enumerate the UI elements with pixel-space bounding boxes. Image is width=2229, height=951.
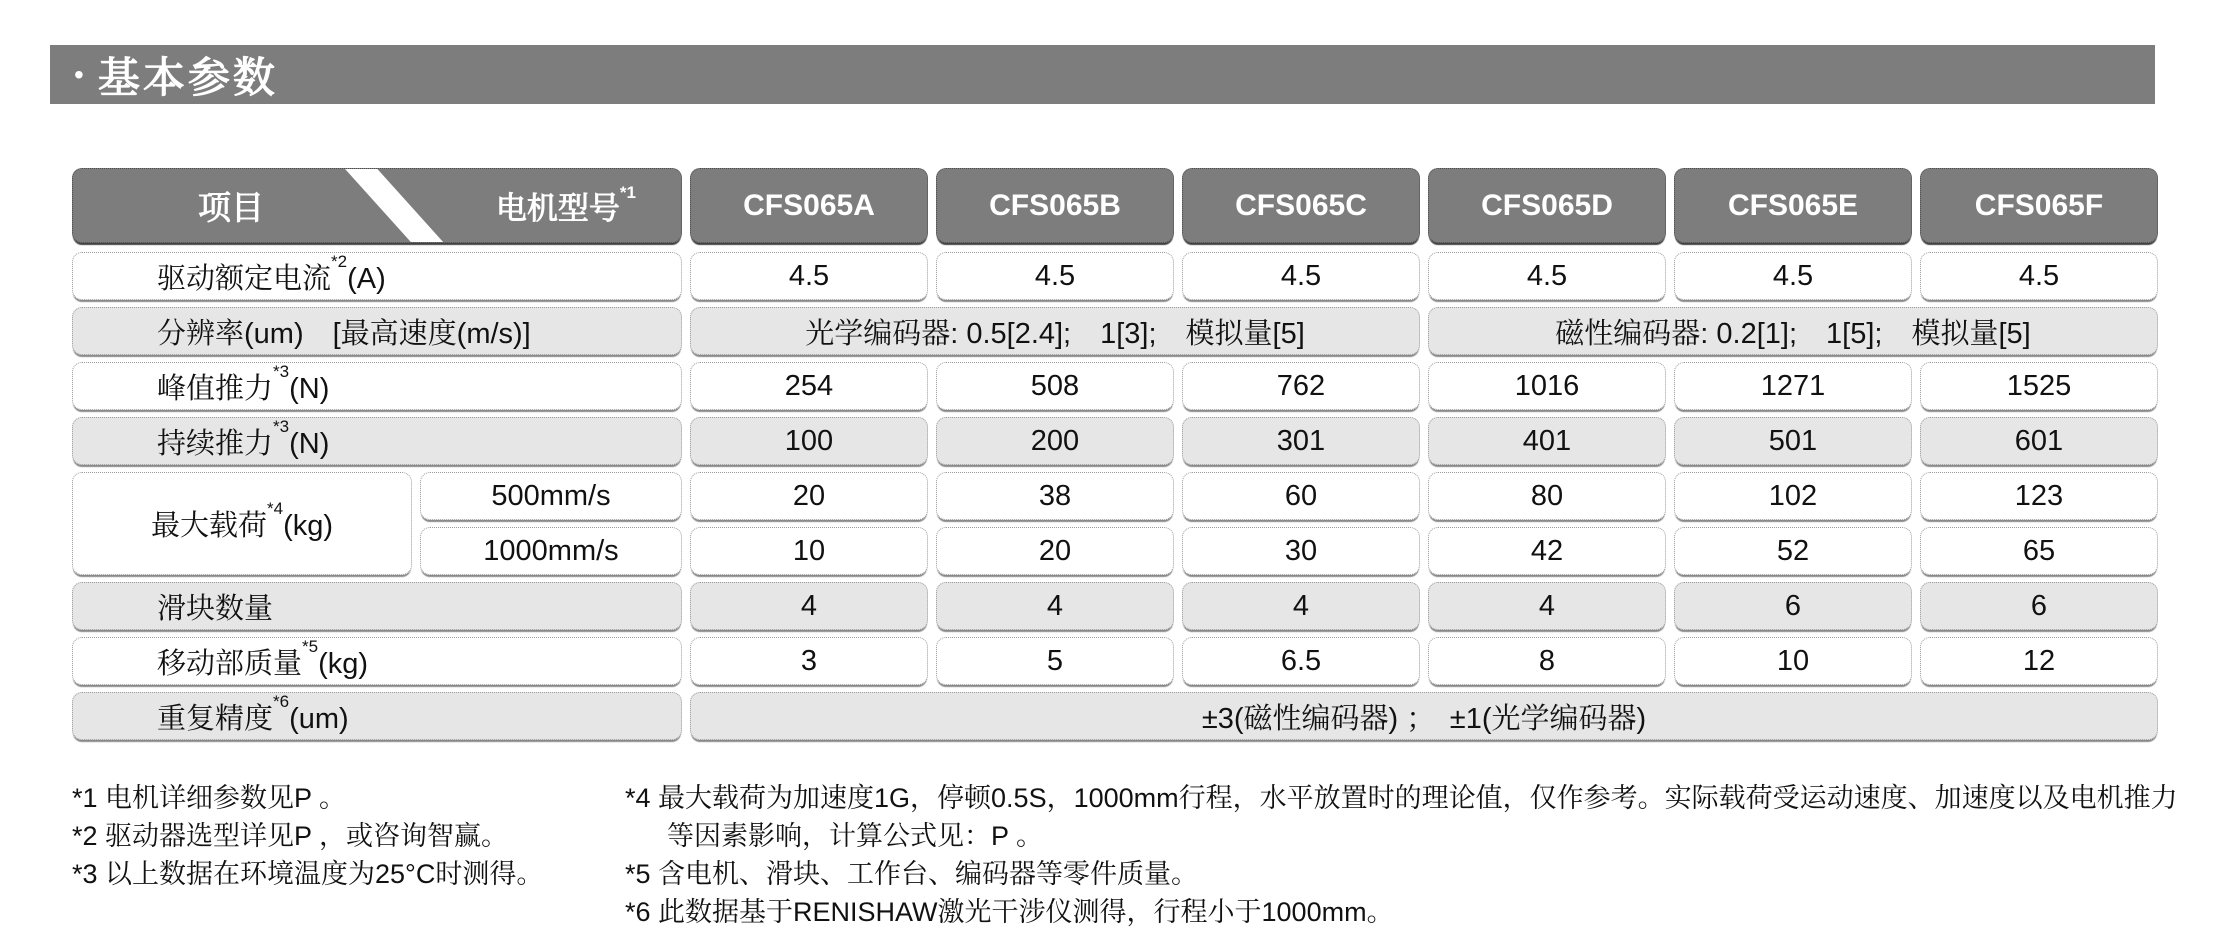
- corner-model-label: 电机型号$^{*1}$: [495, 182, 636, 226]
- footnote-2: *2 驱动器选型详见P ，或咨询智赢。: [72, 821, 509, 851]
- footnote-5: *5 含电机、滑块、工作台、编码器等零件质量。: [625, 859, 1199, 889]
- table-header-row: [72, 168, 2158, 243]
- value-cell: 1525: [1920, 362, 2158, 410]
- value-cell: 4: [1428, 582, 1666, 630]
- merged-cell-repeatability: ±3(磁性编码器) ； ±1(光学编码器): [690, 692, 2158, 740]
- column-header-cfs065f: CFS065F: [1920, 168, 2158, 243]
- table-row-resolution: [72, 307, 2158, 355]
- value-cell: 12: [1920, 637, 2158, 685]
- value-cell: 762: [1182, 362, 1420, 410]
- footnote-4: *4 最大载荷为加速度1G，停顿0.5S，1000mm行程，水平放置时的理论值，仅作参考。实际载荷受运动速度、加速度以及电机推力等因素影响，计算公式见：P 。: [625, 783, 2178, 851]
- value-cell: 4: [690, 582, 928, 630]
- value-cell: 4.5: [1182, 252, 1420, 300]
- table-row-rated-current: [72, 252, 2158, 300]
- value-cell: 301: [1182, 417, 1420, 465]
- column-header-cfs065a: CFS065A: [690, 168, 928, 243]
- value-cell: 4.5: [690, 252, 928, 300]
- diagonal-divider: [344, 168, 445, 243]
- table-row-slider-count: [72, 582, 2158, 630]
- value-cell: 4.5: [936, 252, 1174, 300]
- column-header-cfs065e: CFS065E: [1674, 168, 1912, 243]
- speed-label-cell: 1000mm/s: [420, 527, 682, 575]
- value-cell: 8: [1428, 637, 1666, 685]
- column-header-cfs065b: CFS065B: [936, 168, 1174, 243]
- value-cell: 102: [1674, 472, 1912, 520]
- row-label: 滑块数量: [72, 582, 682, 630]
- table-row-repeatability: [72, 692, 2158, 740]
- value-cell: 1016: [1428, 362, 1666, 410]
- value-cell: 5: [936, 637, 1174, 685]
- footnotes-left-column: [72, 779, 625, 931]
- value-cell: 60: [1182, 472, 1420, 520]
- value-cell: 10: [1674, 637, 1912, 685]
- table-row-max-load: [72, 472, 2158, 575]
- value-cell: 52: [1674, 527, 1912, 575]
- merged-cell-magnetic-encoder: 磁性编码器: 0.2[1]; 1[5]; 模拟量[5]: [1428, 307, 2158, 355]
- row-label: 移动部质量$^{*5}$(kg): [72, 637, 682, 685]
- value-cell: 10: [690, 527, 928, 575]
- spec-table: [72, 168, 2158, 747]
- row-label: 分辨率(um) [最高速度(m/s)]: [72, 307, 682, 355]
- value-cell: 4.5: [1428, 252, 1666, 300]
- value-cell: 601: [1920, 417, 2158, 465]
- value-cell: 508: [936, 362, 1174, 410]
- value-cell: 4: [936, 582, 1174, 630]
- value-cell: 6.5: [1182, 637, 1420, 685]
- value-cell: 38: [936, 472, 1174, 520]
- row-label: 峰值推力$^{*3}$(N): [72, 362, 682, 410]
- value-cell: 100: [690, 417, 928, 465]
- section-banner: [50, 45, 2155, 104]
- footnotes-right-column: [625, 779, 2201, 931]
- row-label: 最大载荷$^{*4}$(kg): [72, 472, 412, 575]
- value-cell: 501: [1674, 417, 1912, 465]
- footnotes: [72, 779, 2201, 931]
- column-header-cfs065c: CFS065C: [1182, 168, 1420, 243]
- table-row-peak-force: [72, 362, 2158, 410]
- value-cell: 6: [1920, 582, 2158, 630]
- value-cell: 3: [690, 637, 928, 685]
- value-cell: 4.5: [1674, 252, 1912, 300]
- value-cell: 1271: [1674, 362, 1912, 410]
- table-row-continuous-force: [72, 417, 2158, 465]
- footnote-1: *1 电机详细参数见P 。: [72, 783, 347, 813]
- value-cell: 65: [1920, 527, 2158, 575]
- value-cell: 80: [1428, 472, 1666, 520]
- bullet-icon: •: [74, 58, 84, 90]
- value-cell: 6: [1674, 582, 1912, 630]
- value-cell: 42: [1428, 527, 1666, 575]
- value-cell: 200: [936, 417, 1174, 465]
- value-cell: 30: [1182, 527, 1420, 575]
- speed-label-cell: 500mm/s: [420, 472, 682, 520]
- value-cell: 401: [1428, 417, 1666, 465]
- value-cell: 4.5: [1920, 252, 2158, 300]
- table-corner-cell: [72, 168, 682, 243]
- value-cell: 20: [936, 527, 1174, 575]
- row-label: 重复精度$^{*6}$(um): [72, 692, 682, 740]
- value-cell: 254: [690, 362, 928, 410]
- row-label: 持续推力$^{*3}$(N): [72, 417, 682, 465]
- value-cell: 4: [1182, 582, 1420, 630]
- footnote-6: *6 此数据基于RENISHAW激光干涉仪测得，行程小于1000mm。: [625, 897, 1394, 927]
- section-title: 基本参数: [97, 53, 278, 101]
- table-row-moving-mass: [72, 637, 2158, 685]
- corner-item-label: 项目: [198, 189, 264, 226]
- row-label: 驱动额定电流$^{*2}$(A): [72, 252, 682, 300]
- value-cell: 20: [690, 472, 928, 520]
- merged-cell-optical-encoder: 光学编码器: 0.5[2.4]; 1[3]; 模拟量[5]: [690, 307, 1420, 355]
- value-cell: 123: [1920, 472, 2158, 520]
- footnote-3: *3 以上数据在环境温度为25°C时测得。: [72, 859, 544, 889]
- column-header-cfs065d: CFS065D: [1428, 168, 1666, 243]
